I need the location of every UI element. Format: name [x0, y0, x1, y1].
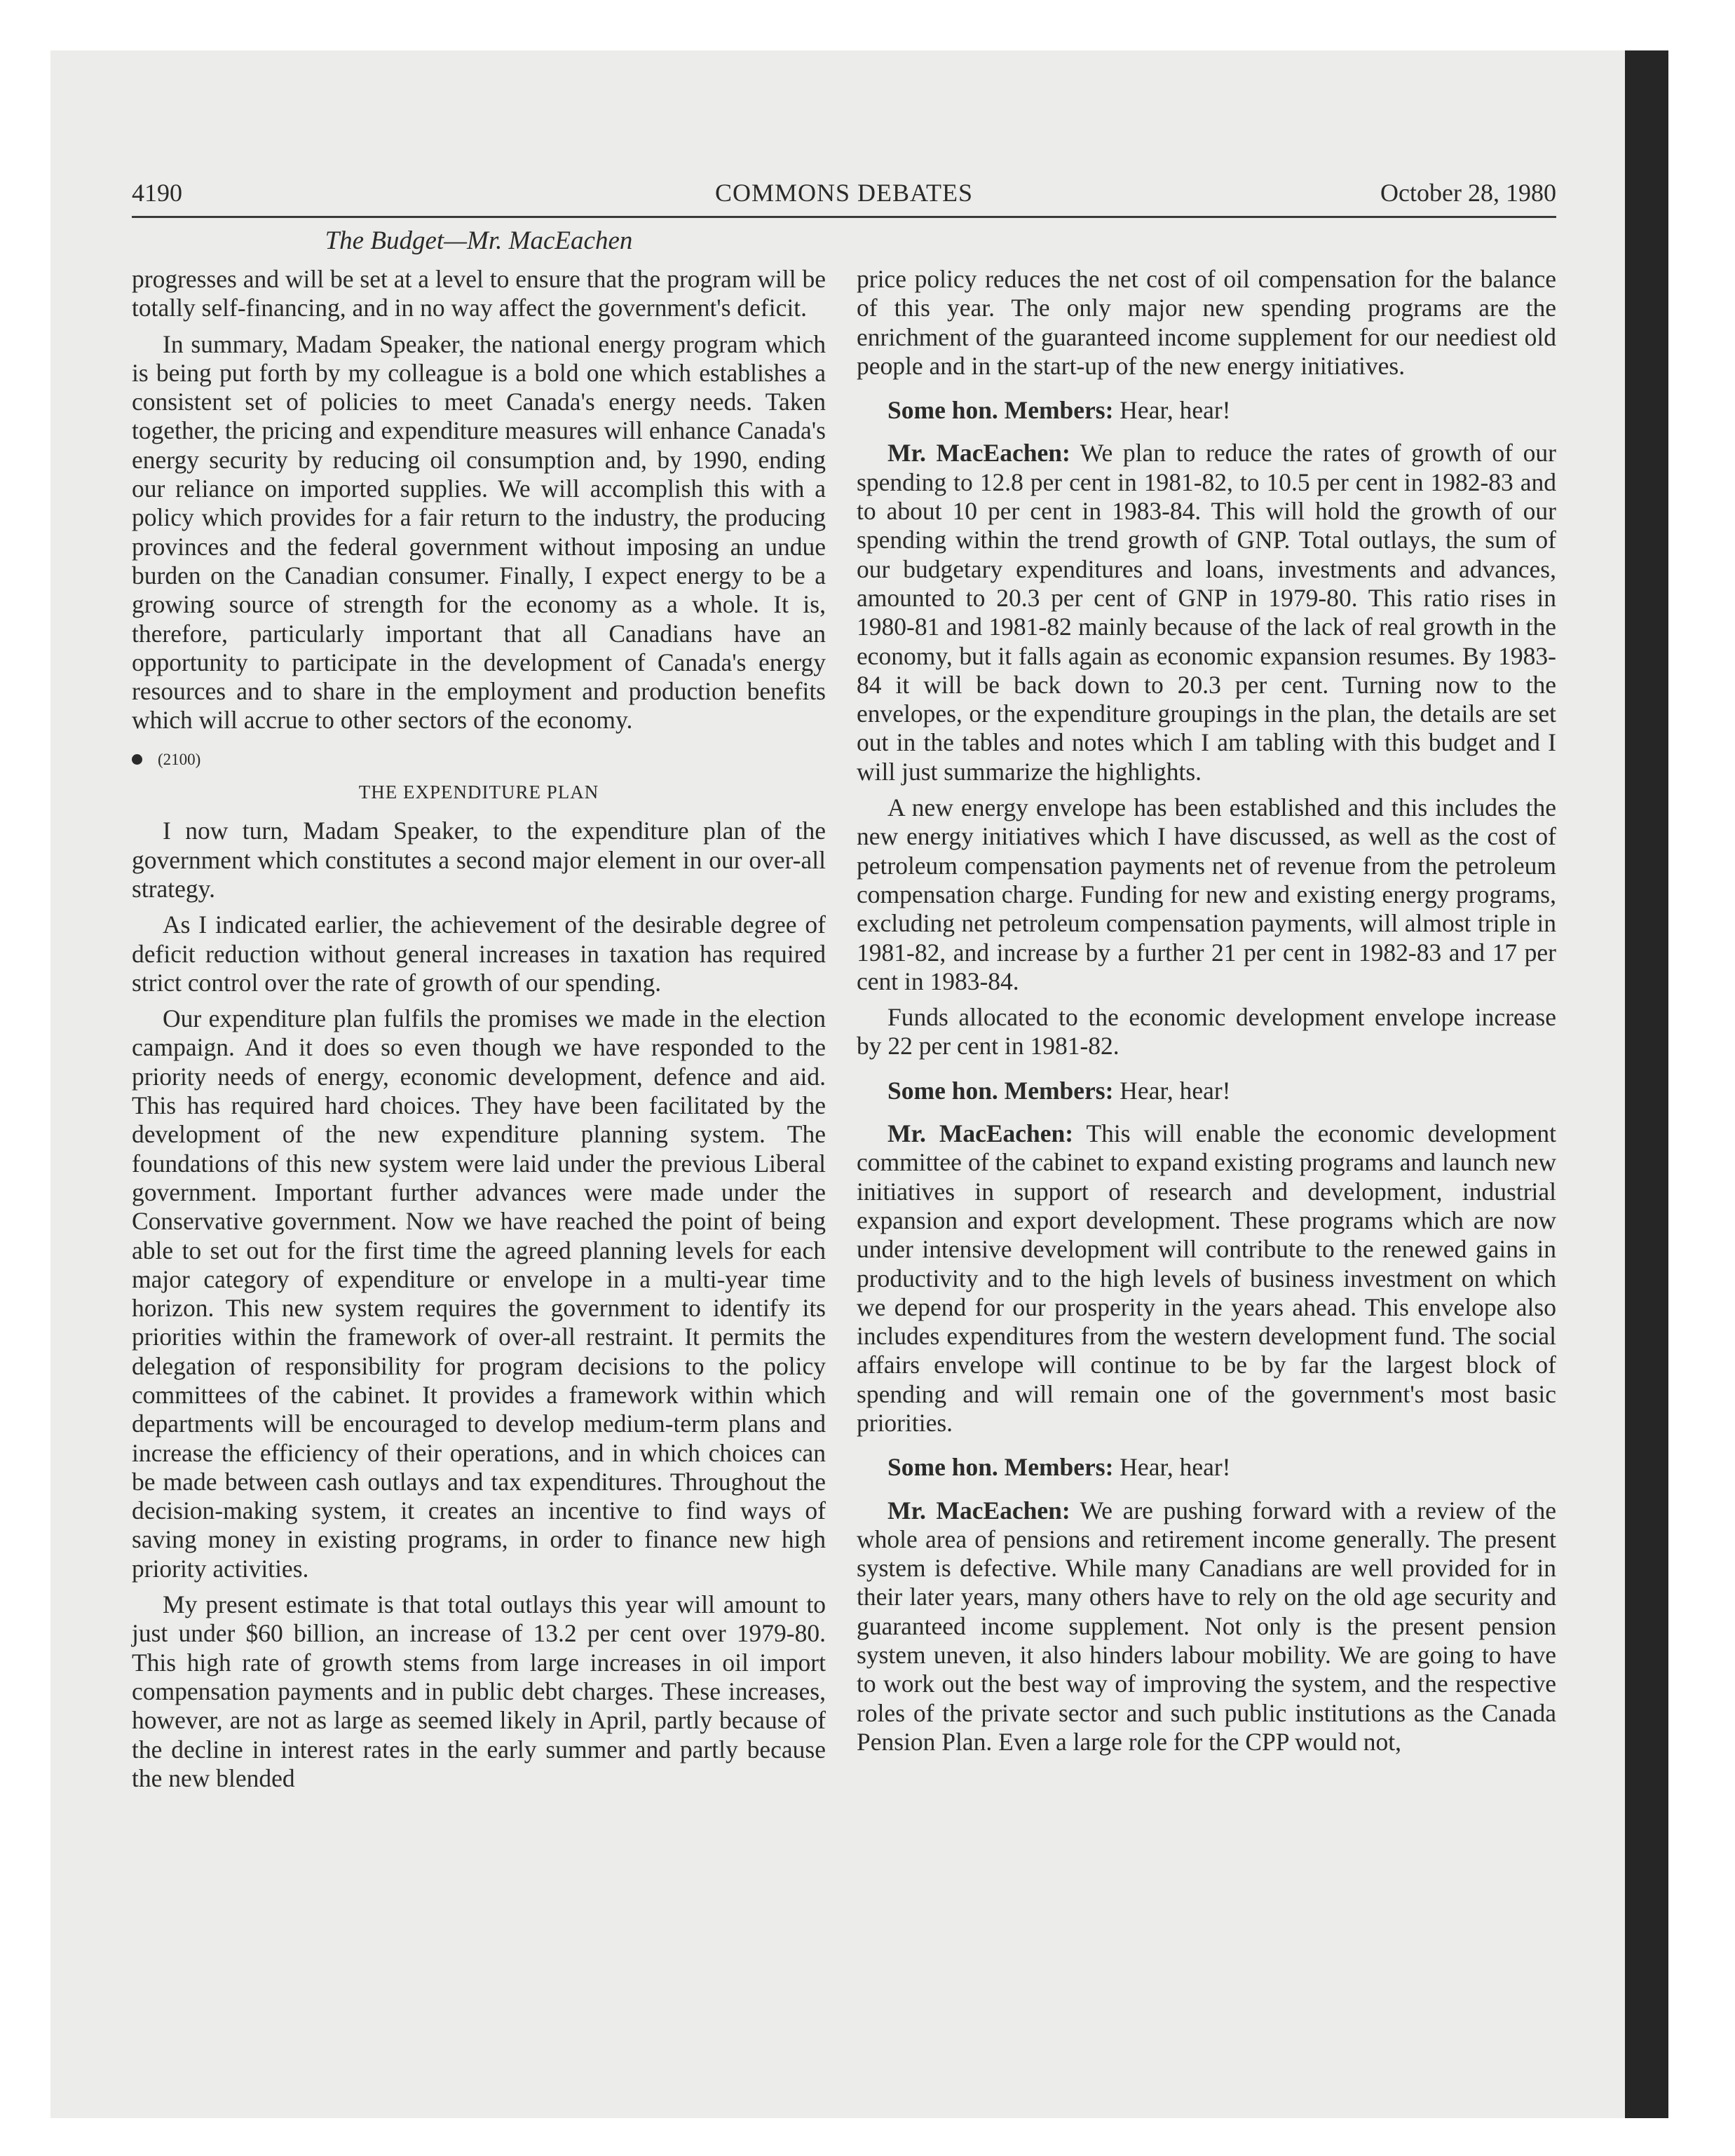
paragraph: price policy reduces the net cost of oil compensation for the balance of this year. The only major new spending programs are the enrichment of the guaranteed income supplement for our neediest old people and in the start-up of the new energy initiatives. — [857, 265, 1556, 380]
speech-text: We are pushing forward with a review of the whole area of pensions and retirement income generally. The present system is defective. While many Canadians are well provided for in their later years, many others have to rely on the old age security and guaranteed income supplement. Not only is the present pension system uneven, it also hinders labour mobility. We are going to have to work out the best way of improving the system, and the respective roles of the private sector and such public institutions as the Canada Pension Plan. Even a large role for the CPP would not, — [857, 1496, 1556, 1756]
paragraph: In summary, Madam Speaker, the national energy program which is being put forth by my colleague is a bold one which establishes a consistent set of policies to meet Canada's energy needs. Taken together, the pricing and expenditure measures will enhance Canada's energy security by reducing oil consumption and, by 1990, ending our reliance on imported supplies. We will accomplish this with a policy which provides for a fair return to the industry, the producing provinces and the federal government without imposing an undue burden on the Canadian consumer. Finally, I expect energy to be a growing source of strength for the economy as a whole. It is, therefore, particularly important that all Canadians have an opportunity to participate in the development of Canada's energy resources and to share in the employment and production benefits which will accrue to other sectors of the economy. — [132, 329, 826, 735]
speaker-turn — [857, 1453, 1556, 1482]
speaker-name: Mr. MacEachen: — [887, 1119, 1074, 1148]
paragraph: I now turn, Madam Speaker, to the expenditure plan of the government which constitutes a second major element in our over-all strategy. — [132, 817, 826, 903]
speaker-turn — [857, 396, 1556, 425]
time-marker — [132, 745, 826, 774]
publication-title: COMMONS DEBATES — [714, 179, 974, 207]
time-marker-text: (2100) — [158, 750, 201, 768]
scan-edge-shadow — [1625, 50, 1668, 2118]
bullet-icon — [132, 754, 142, 765]
paragraph: Funds allocated to the economic development envelope increase by 22 per cent in 1981-82. — [857, 1003, 1556, 1060]
page-date: October 28, 1980 — [1380, 179, 1556, 207]
speaker-turn — [857, 439, 1556, 786]
page-header — [132, 175, 1556, 218]
paragraph: Our expenditure plan fulfils the promises we made in the election campaign. And it does so even though we have responded to the priority needs of energy, economic development, defence and aid. This has required hard choices. They have been facilitated by the development of the new expenditure planning system. The foundations of this new system were laid under the previous Liberal government. Important further advances were made under the Conservative government. Now we have reached the point of being able to set out for the first time the agreed planning levels for each major category of expenditure or envelope in a multi-year time horizon. This new system requires the government to identify its priorities within the framework of over-all restraint. It permits the delegation of responsibility for program decisions to the policy committees of the cabinet. It provides a framework within which departments will be encouraged to develop medium-term plans and increase the efficiency of their operations, and in which choices can be made between cash outlays and tax expenditures. Throughout the decision-making system, it creates an incentive to find ways of saving money in existing programs, in order to finance new high priority activities. — [132, 1004, 826, 1583]
speech-text: Hear, hear! — [1120, 1453, 1231, 1482]
speaker-name: Mr. MacEachen: — [887, 1496, 1070, 1524]
speech-text: Hear, hear! — [1120, 396, 1231, 425]
speech-text: We plan to reduce the rates of growth of our spending to 12.8 per cent in 1981-82, to 10.5 per cent in 1982-83 and to about 10 per cent in 1983-84. This will hold the growth of our spending within the trend growth of GNP. Total outlays, the sum of our budgetary expenditures and loans, investments and advances, amounted to 20.3 per cent of GNP in 1979-80. This ratio rises in 1980-81 and 1981-82 mainly because of the lack of real growth in the economy, but it falls again as economic expansion resumes. By 1983-84 it will be back down to 20.3 per cent. Turning now to the envelopes, or the expenditure groupings in the plan, the details are set out in the tables and notes which I am tabling with this budget and I will just summarize the highlights. — [857, 439, 1556, 786]
running-head: The Budget—Mr. MacEachen — [325, 226, 633, 255]
speaker-name: Mr. MacEachen: — [887, 439, 1070, 468]
left-column — [132, 265, 826, 1800]
paragraph: A new energy envelope has been established and this includes the new energy initiatives which I have discussed, as well as the cost of petroleum compensation payments net of revenue from the petroleum compensation charge. Funding for new and existing energy programs, excluding net petroleum compensation payments, will almost triple in 1981-82, and increase by a further 21 per cent in 1982-83 and 17 per cent in 1983-84. — [857, 793, 1556, 995]
speaker-name: Some hon. Members: — [887, 396, 1114, 425]
speaker-turn — [857, 1077, 1556, 1105]
speaker-name: Some hon. Members: — [887, 1453, 1114, 1482]
paragraph: As I indicated earlier, the achievement of the desirable degree of deficit reduction without general increases in taxation has required strict control over the rate of growth of our spending. — [132, 910, 826, 997]
speaker-name: Some hon. Members: — [887, 1076, 1114, 1105]
speaker-turn — [857, 1119, 1556, 1438]
speech-text: Hear, hear! — [1120, 1076, 1231, 1105]
paragraph: progresses and will be set at a level to ensure that the program will be totally self-financing, and in no way affect the government's deficit. — [132, 265, 826, 322]
speaker-turn — [857, 1496, 1556, 1757]
right-column — [857, 265, 1556, 1763]
section-heading: THE EXPENDITURE PLAN — [358, 782, 599, 803]
speech-text: This will enable the economic development committee of the cabinet to expand existing programs and launch new initiatives in support of research and development, industrial expansion and export development. These programs which are now under intensive development will contribute to the renewed gains in productivity and to the high levels of business investment on which we depend for our prosperity in the years ahead. This envelope also includes expenditures from the western development fund. The social affairs envelope will continue to be by far the largest block of spending and will remain one of the government's most basic priorities. — [857, 1119, 1556, 1437]
page-number: 4190 — [132, 179, 182, 207]
paragraph: My present estimate is that total outlays this year will amount to just under $60 billion, an increase of 13.2 per cent over 1979-80. This high rate of growth stems from large increases in oil import compensation payments and in public debt charges. These increases, however, are not as large as seemed likely in April, partly because of the decline in interest rates in the early summer and partly because the new blended — [132, 1590, 826, 1792]
